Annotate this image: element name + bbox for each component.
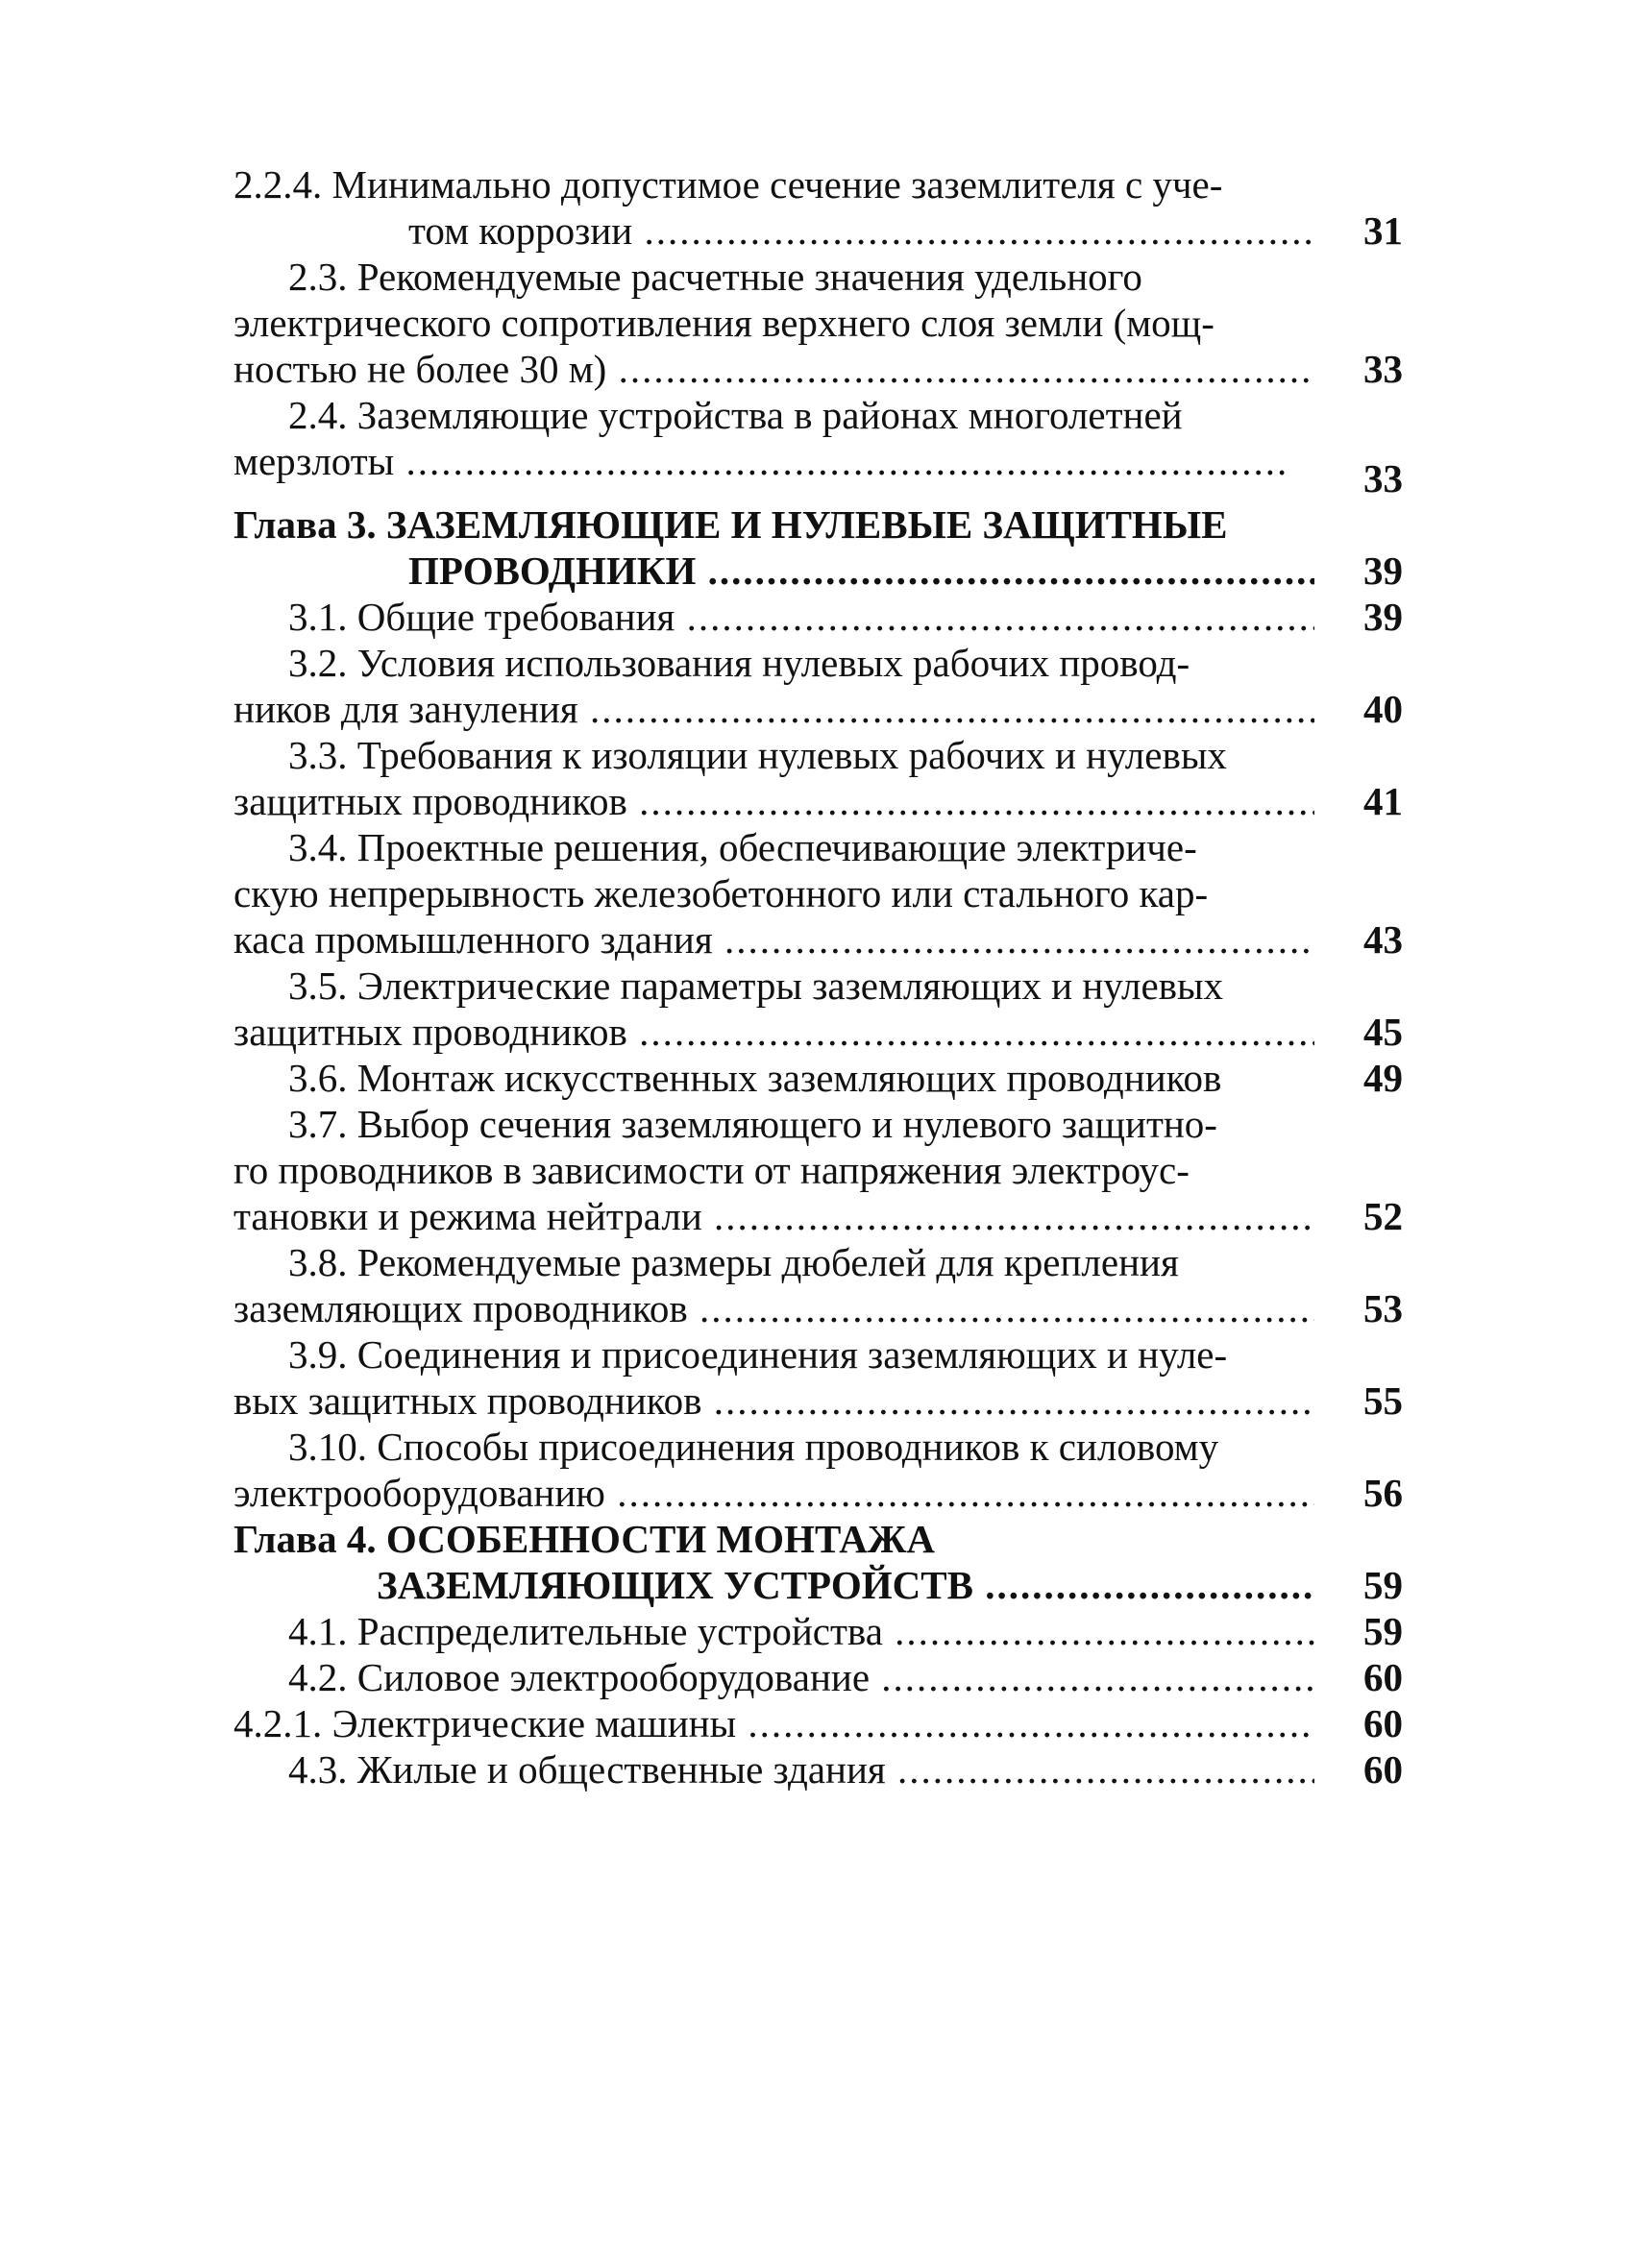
toc-entry-3-5-line1: 3.5. Электрические параметры заземляющих и нулевых xyxy=(288,963,1224,1008)
toc-page-number: 55 xyxy=(1363,1378,1403,1423)
toc-entry-2-2-4-line1: 2.2.4. Минимально допустимое сечение заземлителя с уче- xyxy=(233,162,1223,207)
chapter-4-title-line2: ЗАЗЕМЛЯЮЩИХ УСТРОЙСТВ ..... xyxy=(377,1562,1314,1608)
toc-entry-3-10-line2: электрооборудованию ..... xyxy=(233,1470,1314,1516)
toc-page-number: 39 xyxy=(1363,549,1403,593)
chapter-3-title-line1: Глава 3. ЗАЗЕМЛЯЮЩИЕ И НУЛЕВЫЕ ЗАЩИТНЫЕ xyxy=(233,502,1228,547)
toc-entry-3-7-line1: 3.7. Выбор сечения заземляющего и нулевого защитно- xyxy=(288,1102,1217,1146)
toc-entry-2-2-4-line2: том коррозии ..... xyxy=(408,207,1314,254)
toc-page-number: 43 xyxy=(1363,917,1403,962)
toc-entry-3-2-line2: ников для зануления ..... xyxy=(233,686,1314,732)
toc-entry-3-4-line2: скую непрерывность железобетонного или стального кар- xyxy=(233,871,1209,915)
toc-entry-3-10-line1: 3.10. Способы присоединения проводников к силовому xyxy=(288,1425,1219,1469)
toc-entry-3-2-line1: 3.2. Условия использования нулевых рабочих провод- xyxy=(288,641,1190,685)
toc-page-number: 45 xyxy=(1363,1010,1403,1054)
toc-entry-2-4-line1: 2.4. Заземляющие устройства в районах многолетней xyxy=(288,393,1183,437)
toc-entry-3-7-line3: тановки и режима нейтрали ..... xyxy=(233,1193,1314,1239)
toc-page-number: 52 xyxy=(1363,1194,1403,1238)
toc-entry-3-9-line2: вых защитных проводников ..... xyxy=(233,1378,1314,1424)
toc-page-number: 41 xyxy=(1363,779,1403,823)
toc-entry-4-2: 4.2. Силовое электрооборудование ..... xyxy=(288,1654,1314,1700)
toc-entry-2-3-line1: 2.3. Рекомендуемые расчетные значения удельного xyxy=(288,255,1142,299)
toc-entry-3-7-line2: го проводников в зависимости от напряжения электроус- xyxy=(233,1148,1190,1192)
toc-page-number: 33 xyxy=(1363,456,1403,500)
toc-page-number: 60 xyxy=(1363,1655,1403,1699)
chapter-4-title-line1: Глава 4. ОСОБЕННОСТИ МОНТАЖА xyxy=(233,1517,936,1561)
toc-entry-3-1: 3.1. Общие требования ..... xyxy=(288,594,1314,640)
toc-page-number: 56 xyxy=(1363,1471,1403,1515)
toc-entry-2-4-line2: мерзлоты ..... xyxy=(233,438,1290,484)
toc-entry-3-3-line1: 3.3. Требования к изоляции нулевых рабочих и нулевых xyxy=(288,733,1227,777)
toc-page-number: 49 xyxy=(1363,1056,1403,1100)
toc-entry-2-3-line2: электрического сопротивления верхнего слоя земли (мощ- xyxy=(233,301,1215,345)
toc-entry-3-6: 3.6. Монтаж искусственных заземляющих проводников xyxy=(288,1056,1222,1100)
toc-entry-3-9-line1: 3.9. Соединения и присоединения заземляющих и нуле- xyxy=(288,1332,1228,1377)
toc-entry-2-3-line3: ностью не более 30 м) ..... xyxy=(233,346,1314,392)
toc-page-number: 60 xyxy=(1363,1701,1403,1745)
toc-page-number: 39 xyxy=(1363,595,1403,639)
toc-entry-3-8-line2: заземляющих проводников ..... xyxy=(233,1285,1314,1331)
toc-entry-4-1: 4.1. Распределительные устройства ..... xyxy=(288,1608,1314,1654)
toc-page-number: 59 xyxy=(1363,1563,1403,1607)
toc-page-number: 33 xyxy=(1363,347,1403,391)
toc-page-number: 60 xyxy=(1363,1747,1403,1792)
chapter-3-title-line2: ПРОВОДНИКИ ..... xyxy=(408,548,1314,594)
toc-page-number: 59 xyxy=(1363,1609,1403,1653)
toc-page-number: 31 xyxy=(1363,208,1403,253)
toc-page-number: 53 xyxy=(1363,1286,1403,1330)
toc-entry-3-3-line2: защитных проводников ..... xyxy=(233,778,1314,824)
toc-page-number: 40 xyxy=(1363,687,1403,731)
toc-entry-3-4-line3: каса промышленного здания ..... xyxy=(233,916,1314,963)
toc-entry-3-8-line1: 3.8. Рекомендуемые размеры дюбелей для крепления xyxy=(288,1240,1179,1284)
toc-entry-4-2-1: 4.2.1. Электрические машины ..... xyxy=(233,1700,1314,1746)
toc-entry-3-5-line2: защитных проводников ..... xyxy=(233,1009,1314,1055)
toc-entry-3-4-line1: 3.4. Проектные решения, обеспечивающие электриче- xyxy=(288,825,1197,869)
toc-entry-4-3: 4.3. Жилые и общественные здания ..... xyxy=(288,1746,1314,1792)
